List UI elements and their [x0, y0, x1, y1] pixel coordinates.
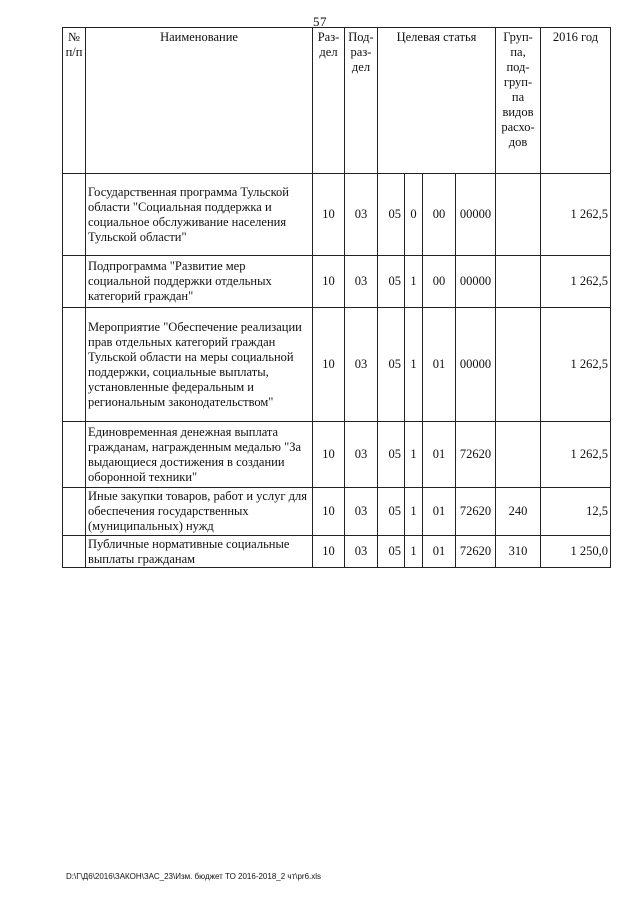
- row-target-event: 01: [423, 488, 456, 536]
- row-amount-2016: 1 262,5: [541, 422, 611, 488]
- row-expense-group: [496, 422, 541, 488]
- row-num: [63, 308, 86, 422]
- row-num: [63, 488, 86, 536]
- table-row: [63, 536, 611, 568]
- row-target-subprogram: 0: [405, 174, 423, 256]
- header-podrazdel: Под- раз- дел: [345, 28, 378, 174]
- row-expense-group: [496, 308, 541, 422]
- row-target-direction: 72620: [456, 488, 496, 536]
- header-num: № п/п: [63, 28, 86, 174]
- row-target-program: 05: [378, 536, 405, 568]
- row-expense-group: [496, 256, 541, 308]
- row-name: Мероприятие "Обеспечение реализации прав отдельных категорий граждан Тульской области на меры социальной поддержки, социальные выплаты, установленные федеральным и региональным законодательством": [86, 308, 313, 422]
- row-target-event: 01: [423, 536, 456, 568]
- row-target-subprogram: 1: [405, 422, 423, 488]
- row-num: [63, 536, 86, 568]
- row-target-event: 00: [423, 174, 456, 256]
- table-row: [63, 174, 611, 256]
- row-num: [63, 174, 86, 256]
- row-name: Государственная программа Тульской области "Социальная поддержка и социальное обслуживание населения Тульской области": [86, 174, 313, 256]
- row-target-event: 00: [423, 256, 456, 308]
- table-header-row: [63, 28, 611, 174]
- row-podrazdel: 03: [345, 488, 378, 536]
- row-name: Подпрограмма "Развитие мер социальной поддержки отдельных категорий граждан": [86, 256, 313, 308]
- row-amount-2016: 1 250,0: [541, 536, 611, 568]
- row-razdel: 10: [313, 488, 345, 536]
- row-target-program: 05: [378, 308, 405, 422]
- row-amount-2016: 12,5: [541, 488, 611, 536]
- row-expense-group: 240: [496, 488, 541, 536]
- row-target-event: 01: [423, 422, 456, 488]
- row-amount-2016: 1 262,5: [541, 256, 611, 308]
- table-row: [63, 308, 611, 422]
- row-razdel: 10: [313, 174, 345, 256]
- row-name: Иные закупки товаров, работ и услуг для обеспечения государственных (муниципальных) нужд: [86, 488, 313, 536]
- row-target-direction: 00000: [456, 256, 496, 308]
- row-target-subprogram: 1: [405, 256, 423, 308]
- row-razdel: 10: [313, 422, 345, 488]
- row-razdel: 10: [313, 308, 345, 422]
- row-razdel: 10: [313, 536, 345, 568]
- header-year: 2016 год: [541, 28, 611, 174]
- footer-file-path: D:\Г\Д6\2016\ЗАКОН\ЗАС_23\Изм. бюджет ТО 2016-2018_2 чт\pr6.xls: [66, 872, 322, 881]
- table-row: [63, 256, 611, 308]
- row-target-program: 05: [378, 488, 405, 536]
- header-expense-group: Груп- па, под- груп- па видов расхо- дов: [496, 28, 541, 174]
- row-num: [63, 422, 86, 488]
- row-razdel: 10: [313, 256, 345, 308]
- table-row: [63, 422, 611, 488]
- row-podrazdel: 03: [345, 536, 378, 568]
- row-name: Публичные нормативные социальные выплаты гражданам: [86, 536, 313, 568]
- row-target-subprogram: 1: [405, 488, 423, 536]
- row-podrazdel: 03: [345, 256, 378, 308]
- row-amount-2016: 1 262,5: [541, 174, 611, 256]
- header-razdel: Раз- дел: [313, 28, 345, 174]
- budget-table: [62, 27, 611, 568]
- row-target-direction: 00000: [456, 308, 496, 422]
- page-number: 57: [313, 14, 327, 29]
- row-podrazdel: 03: [345, 308, 378, 422]
- row-target-program: 05: [378, 422, 405, 488]
- row-target-subprogram: 1: [405, 536, 423, 568]
- row-target-direction: 72620: [456, 422, 496, 488]
- row-target-event: 01: [423, 308, 456, 422]
- row-podrazdel: 03: [345, 174, 378, 256]
- row-expense-group: [496, 174, 541, 256]
- row-num: [63, 256, 86, 308]
- row-target-direction: 00000: [456, 174, 496, 256]
- row-target-direction: 72620: [456, 536, 496, 568]
- row-name: Единовременная денежная выплата гражданам, награжденным медалью "За выдающиеся достижения в создании оборонной техники": [86, 422, 313, 488]
- table-row: [63, 488, 611, 536]
- row-amount-2016: 1 262,5: [541, 308, 611, 422]
- row-target-subprogram: 1: [405, 308, 423, 422]
- row-target-program: 05: [378, 256, 405, 308]
- header-name: Наименование: [86, 28, 313, 174]
- row-target-program: 05: [378, 174, 405, 256]
- header-target-article: Целевая статья: [378, 28, 496, 174]
- row-expense-group: 310: [496, 536, 541, 568]
- row-podrazdel: 03: [345, 422, 378, 488]
